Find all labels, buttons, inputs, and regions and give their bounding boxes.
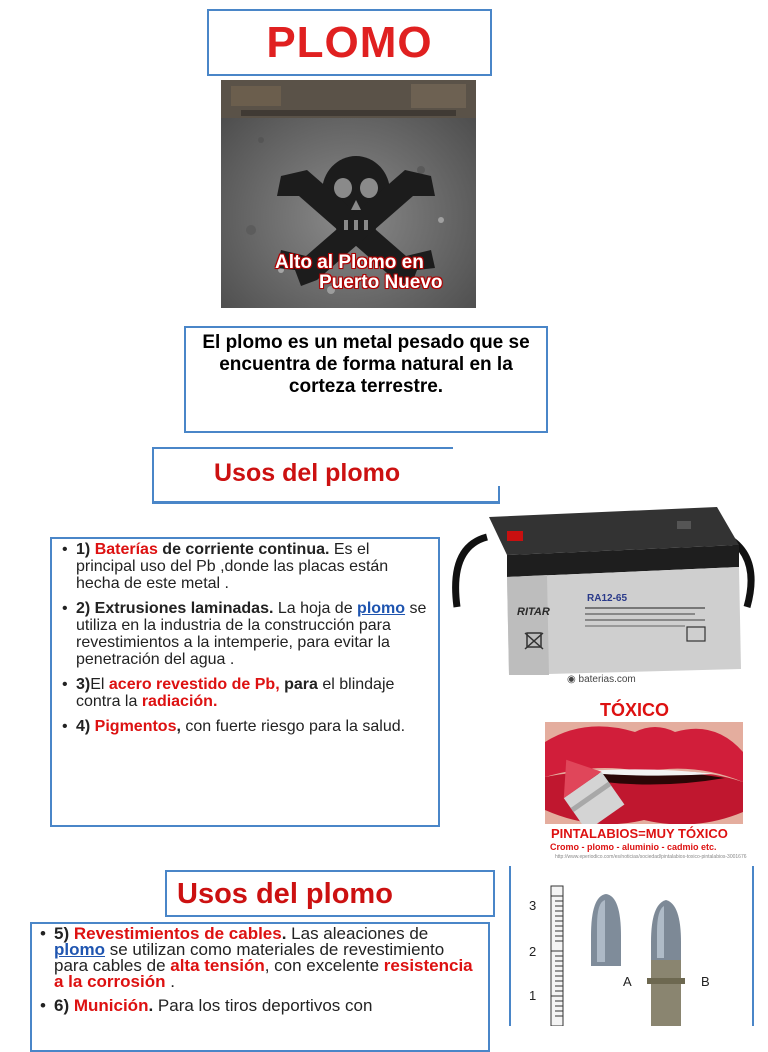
hero-caption-line1: Alto al Plomo en — [275, 252, 424, 273]
battery-brand: RITAR — [517, 606, 550, 618]
plomo-link[interactable]: plomo — [357, 600, 406, 617]
page-title: PLOMO — [266, 18, 433, 67]
section2-heading: Usos del plomo — [177, 878, 393, 910]
lead-pile-photo — [221, 80, 476, 308]
battery-model: RA12-65 — [587, 593, 628, 604]
battery-site-label: ◉ baterias.com — [567, 674, 636, 685]
title-box — [207, 9, 492, 76]
bullet-label-a: A — [623, 974, 632, 989]
list-item: • 1) Baterías de corriente continua. Es el principal uso del Pb ,donde las placas están hecha de este metal . — [60, 541, 428, 592]
list-item: • 4) Pigmentos, con fuerte riesgo para la salud. — [60, 718, 428, 735]
definition-text: El plomo es un metal pesado que se encuentra de forma natural en la corteza terrestre. — [202, 332, 530, 397]
plomo-link[interactable]: plomo — [54, 940, 105, 959]
battery-image — [447, 497, 763, 697]
lips-image — [545, 722, 743, 824]
section1-header — [152, 447, 500, 504]
section2-list — [30, 922, 490, 1052]
bullet-label-b: B — [701, 974, 710, 989]
lipstick-warning: PINTALABIOS=MUY TÓXICO — [551, 826, 728, 841]
bullets-image — [509, 866, 754, 1026]
lipstick-source-url: http://www.eperiodico.com/es/noticias/sociedad/pintalabios-toxico-pintalabios-3001676 — [555, 854, 747, 860]
hero-caption-line2: Puerto Nuevo — [319, 272, 443, 293]
ruler-label-1: 1 — [529, 988, 537, 1003]
ruler-label-2: 2 — [529, 944, 537, 959]
list-item: • 5) Revestimientos de cables. Las aleaciones de plomo se utilizan como materiales de revestimiento para cables de alta tensión, con excelente resistencia a la corrosión . — [38, 926, 480, 990]
ruler-label-3: 3 — [529, 898, 537, 913]
list-item: • 3)El acero revestido de Pb, para el blindaje contra la radiación. — [60, 676, 428, 710]
site-icon: ◉ — [567, 674, 576, 685]
definition-box — [184, 326, 548, 433]
list-item: • 2) Extrusiones laminadas. La hoja de plomo se utiliza en la industria de la construcción para revestimientos a la intemperie, para evitar la penetración del agua . — [60, 600, 428, 668]
list-item: • 6) Munición. Para los tiros deportivos con — [38, 998, 480, 1014]
section1-list — [50, 537, 440, 827]
toxic-label: TÓXICO — [600, 700, 670, 720]
section1-heading: Usos del plomo — [214, 459, 401, 487]
lipstick-metals: Cromo - plomo - aluminio - cadmio etc. — [550, 842, 717, 852]
section2-header — [165, 870, 495, 917]
